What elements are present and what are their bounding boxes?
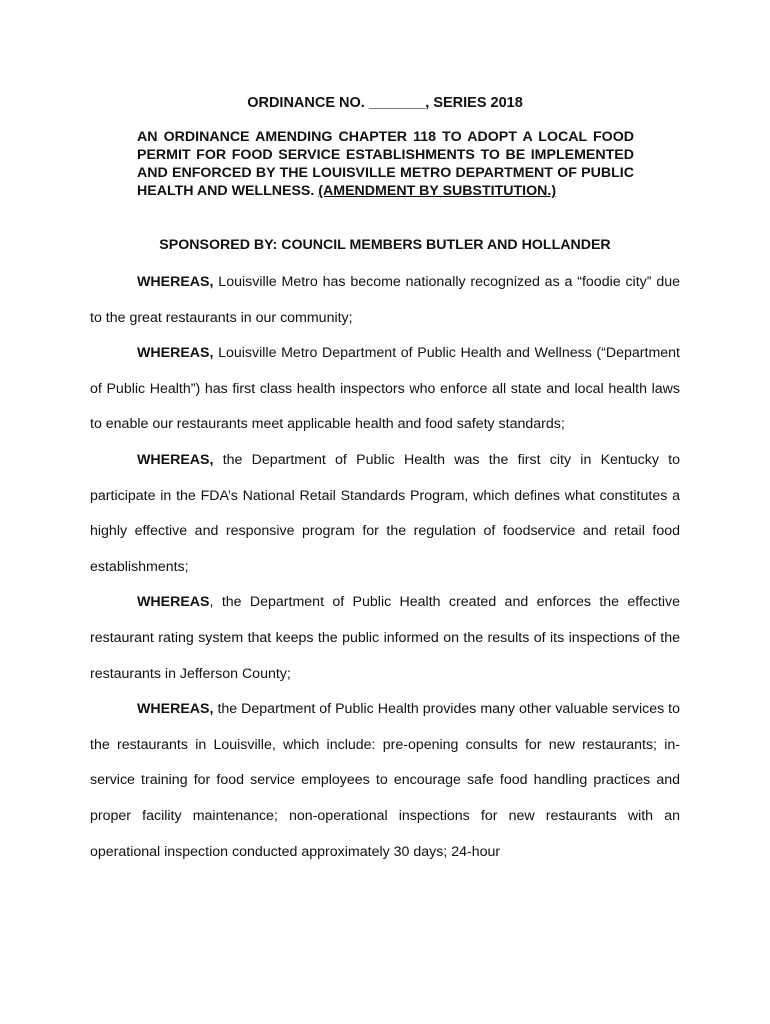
ordinance-heading [137,128,634,200]
whereas-lead: WHEREAS, [137,345,214,362]
ordinance-title: ORDINANCE NO. _______, SERIES 2018 [247,95,523,111]
whereas-paragraph [90,443,680,585]
whereas-paragraph [90,336,680,443]
whereas-text: Louisville Metro has become nationally recognized as a “foodie city” due to the great restaurants in our community; [90,274,680,326]
ordinance-body [90,265,680,870]
whereas-paragraph [90,265,680,336]
whereas-text: Louisville Metro Department of Public Health and Wellness (“Department of Public Health”) has first class health inspectors who enforce all state and local health laws to enable our restaurants meet applicable health and food safety standards; [90,345,680,433]
whereas-paragraph [90,585,680,692]
whereas-lead: WHEREAS, [137,701,214,718]
whereas-lead: WHEREAS [137,594,210,611]
ordinance-heading-text: AN ORDINANCE AMENDING CHAPTER 118 TO ADOPT A LOCAL FOOD PERMIT FOR FOOD SERVICE ESTABLISHMENTS TO BE IMPLEMENTED AND ENFORCED BY THE LOUISVILLE METRO DEPARTMENT OF PUBLIC HEALTH AND WELLNESS. [137,129,634,199]
sponsor-line: SPONSORED BY: COUNCIL MEMBERS BUTLER AND HOLLANDER [159,237,611,253]
whereas-text: , the Department of Public Health created and enforces the effective restaurant rating system that keeps the public informed on the results of its inspections of the restaurants in Jefferson County; [90,594,680,682]
whereas-lead: WHEREAS, [137,451,214,468]
whereas-text: the Department of Public Health was the first city in Kentucky to participate in the FDA’s National Retail Standards Program, which defines what constitutes a highly effective and responsive program for the regulation of foodservice and retail food establishments; [90,451,680,575]
whereas-text: the Department of Public Health provides many other valuable services to the restaurants in Louisville, which include: pre-opening consults for new restaurants; in-service training for food service employees to encourage safe food handling practices and proper facility maintenance; non-operational inspections for new restaurants with an operational inspection conducted approximately 30 days; 24-hour [90,701,680,860]
whereas-lead: WHEREAS, [137,274,214,290]
whereas-paragraph [90,692,680,870]
amendment-note: (AMENDMENT BY SUBSTITUTION.) [318,183,557,199]
